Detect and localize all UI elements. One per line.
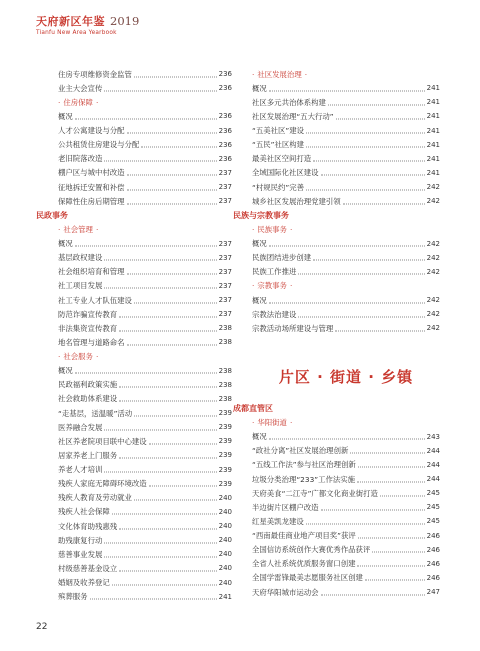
toc-entry <box>252 265 440 279</box>
toc-entry-page: 238 <box>218 324 232 333</box>
toc-entry-page: 239 <box>218 409 232 418</box>
toc-entry-title: 征地拆迁安置和补偿 <box>58 182 125 192</box>
toc-entry-title: 慈善事业发展 <box>58 549 103 559</box>
toc-leader <box>321 509 425 510</box>
toc-entry-title: “五线工作法”参与社区治理创新 <box>252 460 356 470</box>
toc-entry-title: 居家养老上门服务 <box>58 450 118 460</box>
toc-entry <box>252 472 440 486</box>
toc-entry <box>252 514 440 528</box>
toc-entry <box>58 434 232 448</box>
toc-leader <box>104 542 216 543</box>
toc-entry-title: 社会救助体系建设 <box>58 394 118 404</box>
toc-entry-page: 245 <box>426 503 440 512</box>
toc-entry-title: 防范诈骗宣传教育 <box>58 309 118 319</box>
toc-leader <box>350 453 424 454</box>
toc-entry-page: 239 <box>218 465 232 474</box>
toc-entry-page: 240 <box>218 564 232 573</box>
toc-leader <box>134 415 216 416</box>
toc-subheading: · 民族事务 · <box>252 222 440 236</box>
toc-entry-page: 245 <box>426 489 440 498</box>
toc-entry-page: 240 <box>218 536 232 545</box>
toc-entry <box>58 448 232 462</box>
toc-entry-page: 242 <box>426 183 440 192</box>
toc-entry-title: 概况 <box>252 239 267 249</box>
toc-entry <box>58 152 232 166</box>
toc-entry-title: 养老人才培训 <box>58 465 103 475</box>
toc-leader <box>75 246 217 247</box>
toc-entry <box>252 194 440 208</box>
toc-entry <box>252 321 440 335</box>
toc-entry-page: 246 <box>426 531 440 540</box>
toc-entry <box>58 279 232 293</box>
toc-leader <box>357 481 425 482</box>
toc-leader <box>313 161 424 162</box>
toc-entry <box>252 307 440 321</box>
toc-entry-title: 概况 <box>58 239 73 249</box>
toc-entry <box>252 95 440 109</box>
toc-leader <box>90 599 217 600</box>
toc-subheading: · 住房保障 · <box>58 95 232 109</box>
toc-leader <box>313 260 424 261</box>
toc-entry-title: 民族工作推进 <box>252 267 297 277</box>
toc-entry <box>252 166 440 180</box>
toc-entry <box>58 519 232 533</box>
toc-entry <box>58 590 232 604</box>
toc-entry-page: 236 <box>218 70 232 79</box>
toc-right-column <box>233 67 440 599</box>
toc-leader <box>127 189 217 190</box>
toc-entry <box>252 557 440 571</box>
toc-entry <box>58 166 232 180</box>
toc-entry-title: 概况 <box>58 366 73 376</box>
toc-leader <box>306 189 425 190</box>
header-line <box>36 13 336 29</box>
toc-entry-title: 社工项目发展 <box>58 281 103 291</box>
toc-entry-title: “五美社区”建设 <box>252 126 305 136</box>
toc-entry-title: 最美社区空间打造 <box>252 154 312 164</box>
toc-entry <box>58 81 232 95</box>
toc-entry <box>252 251 440 265</box>
toc-entry-page: 241 <box>426 126 440 135</box>
toc-section-heading: 民族与宗教事务 <box>233 210 289 220</box>
toc-leader <box>104 260 216 261</box>
toc-entry-page: 239 <box>218 423 232 432</box>
toc-entry-page: 237 <box>218 310 232 319</box>
toc-part-heading: 片区 · 街道 · 乡镇 <box>278 368 414 387</box>
toc-entry <box>252 430 440 444</box>
toc-entry-title: 保障性住房后期管理 <box>58 196 125 206</box>
toc-leader <box>149 443 217 444</box>
toc-subheading: · 社区发展治理 · <box>252 67 440 81</box>
toc-entry-title: 全国信访系统创作大赛优秀作品获评 <box>252 545 371 555</box>
toc-entry <box>252 571 440 585</box>
toc-leader <box>343 203 425 204</box>
toc-entry <box>58 477 232 491</box>
toc-entry-title: 住房专项维修资金监管 <box>58 69 132 79</box>
toc-entry-page: 238 <box>218 380 232 389</box>
header-subtitle: Tianfu New Area Yearbook <box>36 30 117 36</box>
toc-leader <box>358 538 425 539</box>
toc-leader <box>141 147 216 148</box>
header-year: 2019 <box>110 14 140 28</box>
toc-leader <box>269 302 425 303</box>
toc-entry <box>58 533 232 547</box>
toc-leader <box>104 90 216 91</box>
toc-entry-page: 243 <box>426 432 440 441</box>
toc-entry-page: 237 <box>218 168 232 177</box>
toc-entry <box>58 194 232 208</box>
toc-leader <box>127 133 217 134</box>
toc-leader <box>104 429 216 430</box>
toc-entry-title: 天府美食“二江寺”广都文化商业街打造 <box>252 488 378 498</box>
toc-entry <box>58 364 232 378</box>
toc-entry-page: 240 <box>218 578 232 587</box>
toc-leader <box>127 344 217 345</box>
toc-leader <box>112 585 217 586</box>
toc-entry <box>58 561 232 575</box>
toc-leader <box>298 274 424 275</box>
toc-leader <box>119 387 216 388</box>
toc-entry <box>58 251 232 265</box>
toc-section-heading: 民政事务 <box>36 210 68 220</box>
toc-entry-title: 全域国际化社区建设 <box>252 168 319 178</box>
toc-leader <box>112 514 217 515</box>
toc-entry <box>252 500 440 514</box>
toc-entry <box>58 180 232 194</box>
toc-entry-page: 242 <box>426 310 440 319</box>
toc-entry <box>252 585 440 599</box>
toc-entry <box>58 321 232 335</box>
toc-entry <box>252 486 440 500</box>
toc-leader <box>127 175 217 176</box>
toc-entry-page: 236 <box>218 126 232 135</box>
toc-entry-page: 237 <box>218 267 232 276</box>
toc-entry-title: 城乡社区发展治理党建引领 <box>252 196 341 206</box>
toc-entry-page: 241 <box>426 140 440 149</box>
toc-entry-page: 242 <box>426 253 440 262</box>
toc-leader <box>119 401 216 402</box>
toc-entry-title: “五民”社区构建 <box>252 140 305 150</box>
toc-entry-page: 237 <box>218 281 232 290</box>
toc-leader <box>269 246 425 247</box>
toc-entry-page: 239 <box>218 437 232 446</box>
toc-leader <box>119 316 216 317</box>
toc-leader <box>372 552 424 553</box>
toc-entry-title: “村规民约”完善 <box>252 182 305 192</box>
toc-entry-title: 村级慈善基金设立 <box>58 563 118 573</box>
toc-entry-page: 241 <box>426 84 440 93</box>
toc-entry-page: 239 <box>218 451 232 460</box>
toc-entry <box>58 505 232 519</box>
toc-entry-title: 基层政权建设 <box>58 253 103 263</box>
toc-entry-page: 240 <box>218 493 232 502</box>
toc-entry <box>252 109 440 123</box>
toc-entry <box>252 237 440 251</box>
toc-leader <box>134 76 217 77</box>
toc-leader <box>104 288 216 289</box>
toc-entry-title: 社区养老院项目联中心建设 <box>58 436 147 446</box>
toc-entry-title: 天府华阳城市运动会 <box>252 587 319 597</box>
toc-entry-title: 残疾人教育及劳动就业 <box>58 493 132 503</box>
toc-entry <box>252 529 440 543</box>
toc-leader <box>269 90 425 91</box>
toc-entry <box>252 138 440 152</box>
toc-entry-page: 242 <box>426 296 440 305</box>
toc-entry-page: 238 <box>218 394 232 403</box>
toc-entry-title: 文化体育助残惠残 <box>58 521 118 531</box>
toc-entry-page: 242 <box>426 324 440 333</box>
toc-leader <box>119 457 216 458</box>
toc-entry-page: 236 <box>218 84 232 93</box>
toc-entry-title: 婚姻及收养登记 <box>58 578 110 588</box>
toc-entry <box>58 406 232 420</box>
toc-entry <box>58 109 232 123</box>
toc-entry-page: 240 <box>218 507 232 516</box>
toc-entry-page: 244 <box>426 446 440 455</box>
toc-entry-title: 民族团结进步创建 <box>252 253 312 263</box>
toc-entry <box>252 543 440 557</box>
toc-entry <box>58 491 232 505</box>
toc-entry-page: 242 <box>426 267 440 276</box>
toc-leader <box>358 467 425 468</box>
toc-entry <box>252 293 440 307</box>
toc-leader <box>149 486 217 487</box>
toc-entry-page: 237 <box>218 239 232 248</box>
toc-leader <box>336 118 425 119</box>
toc-leader <box>119 570 216 571</box>
toc-leader <box>134 302 217 303</box>
toc-leader <box>321 175 425 176</box>
toc-leader <box>104 472 216 473</box>
toc-leader <box>335 330 424 331</box>
toc-entry-title: “政社分离”社区发展治理创新 <box>252 446 349 456</box>
toc-entry <box>58 67 232 81</box>
page-number: 22 <box>36 622 48 632</box>
toc-entry-title: 残疾人家庭无障碍环境改造 <box>58 479 147 489</box>
toc-entry-page: 241 <box>426 154 440 163</box>
toc-leader <box>127 274 217 275</box>
toc-entry <box>58 547 232 561</box>
toc-entry-page: 236 <box>218 140 232 149</box>
toc-entry-title: 非法集资宣传教育 <box>58 323 118 333</box>
toc-entry-page: 241 <box>218 592 232 601</box>
toc-entry-page: 236 <box>218 154 232 163</box>
toc-leader <box>119 330 216 331</box>
toc-leader <box>134 500 217 501</box>
toc-entry-title: 宗教法治建设 <box>252 309 297 319</box>
toc-entry-title: 老旧院落改造 <box>58 154 103 164</box>
toc-entry-title: 助残康复行动 <box>58 535 103 545</box>
toc-leader <box>104 161 216 162</box>
header-title: 天府新区年鉴 <box>36 15 105 28</box>
toc-entry <box>58 420 232 434</box>
toc-entry <box>252 458 440 472</box>
toc-entry-title: 地名管理与道路命名 <box>58 337 125 347</box>
toc-entry-title: 社区多元共治体系构建 <box>252 97 326 107</box>
toc-entry-title: 社工专业人才队伍建设 <box>58 295 132 305</box>
toc-leader <box>306 133 425 134</box>
toc-subheading: · 宗教事务 · <box>252 279 440 293</box>
toc-entry-title: 社会组织培育和管理 <box>58 267 125 277</box>
toc-entry <box>58 335 232 349</box>
toc-entry <box>58 378 232 392</box>
toc-entry <box>58 576 232 590</box>
toc-entry-page: 242 <box>426 197 440 206</box>
toc-entry-page: 237 <box>218 253 232 262</box>
toc-entry-title: 民政福利政策实施 <box>58 380 118 390</box>
toc-entry-title: 全省人社系统优质服务窗口创建 <box>252 559 356 569</box>
toc-entry-title: 红星美凯龙建设 <box>252 516 304 526</box>
toc-leader <box>321 594 425 595</box>
toc-entry <box>58 307 232 321</box>
toc-entry-page: 242 <box>426 239 440 248</box>
toc-subheading: · 社会服务 · <box>58 350 232 364</box>
toc-entry-page: 244 <box>426 475 440 484</box>
toc-entry-title: 业主大会宣传 <box>58 83 103 93</box>
toc-entry-title: 殡葬服务 <box>58 592 88 602</box>
toc-entry-title: 半边街片区棚户改造 <box>252 502 319 512</box>
toc-entry-title: 公共租赁住房建设与分配 <box>58 140 140 150</box>
toc-entry <box>58 463 232 477</box>
toc-entry-page: 237 <box>218 183 232 192</box>
toc-entry-page: 246 <box>426 545 440 554</box>
toc-left-column <box>36 67 232 604</box>
toc-entry-page: 236 <box>218 112 232 121</box>
toc-entry-title: 概况 <box>252 432 267 442</box>
toc-entry <box>58 237 232 251</box>
toc-entry-title: 宗教活动场所建设与管理 <box>252 323 334 333</box>
toc-entry-title: 人才公寓建设与分配 <box>58 126 125 136</box>
toc-leader <box>328 104 425 105</box>
toc-entry <box>252 124 440 138</box>
toc-entry-title: 概况 <box>252 83 267 93</box>
toc-subheading: · 华阳街道 · <box>252 416 440 430</box>
toc-entry-page: 238 <box>218 366 232 375</box>
toc-entry-page: 240 <box>218 550 232 559</box>
toc-leader <box>365 580 425 581</box>
toc-section-heading: 成都直管区 <box>233 403 273 413</box>
toc-entry-page: 246 <box>426 559 440 568</box>
toc-entry-title: “走基层，送温暖”活动 <box>58 408 133 418</box>
toc-leader <box>127 203 217 204</box>
toc-entry-page: 246 <box>426 573 440 582</box>
toc-entry <box>252 180 440 194</box>
toc-leader <box>298 316 424 317</box>
toc-entry <box>58 392 232 406</box>
toc-entry-title: 概况 <box>58 111 73 121</box>
toc-entry-title: “西南最佳商业地产项目奖”获评 <box>252 531 356 541</box>
toc-entry-page: 240 <box>218 522 232 531</box>
toc-entry-page: 244 <box>426 460 440 469</box>
toc-entry-title: 残疾人社会保障 <box>58 507 110 517</box>
toc-leader <box>357 566 424 567</box>
toc-leader <box>104 556 216 557</box>
toc-entry-page: 245 <box>426 517 440 526</box>
toc-entry <box>58 265 232 279</box>
toc-leader <box>269 439 425 440</box>
toc-leader <box>306 523 425 524</box>
toc-leader <box>75 373 217 374</box>
toc-entry-page: 247 <box>426 588 440 597</box>
toc-entry-title: 概况 <box>252 295 267 305</box>
toc-entry <box>252 81 440 95</box>
toc-entry-page: 238 <box>218 338 232 347</box>
running-header <box>36 13 336 36</box>
toc-entry <box>252 444 440 458</box>
toc-entry-page: 241 <box>426 112 440 121</box>
toc-entry-page: 241 <box>426 98 440 107</box>
toc-entry-page: 237 <box>218 296 232 305</box>
toc-entry-page: 237 <box>218 197 232 206</box>
toc-entry-page: 239 <box>218 479 232 488</box>
toc-subheading: · 社会管理 · <box>58 222 232 236</box>
toc-leader <box>119 528 216 529</box>
toc-entry <box>58 293 232 307</box>
toc-entry <box>252 152 440 166</box>
toc-entry-title: 垃圾分类治理“233”工作法实施 <box>252 474 356 484</box>
toc-leader <box>380 495 425 496</box>
toc-leader <box>75 118 217 119</box>
toc-entry-title: 棚户区与城中村改造 <box>58 168 125 178</box>
toc-entry-title: 全国学雷锋最美志愿服务社区创建 <box>252 573 363 583</box>
toc-entry-page: 241 <box>426 168 440 177</box>
toc-entry <box>58 124 232 138</box>
toc-leader <box>306 147 425 148</box>
toc-entry-title: 社区发展治理“五大行动” <box>252 111 334 121</box>
toc-entry-title: 医养融合发展 <box>58 422 103 432</box>
toc-entry <box>58 138 232 152</box>
